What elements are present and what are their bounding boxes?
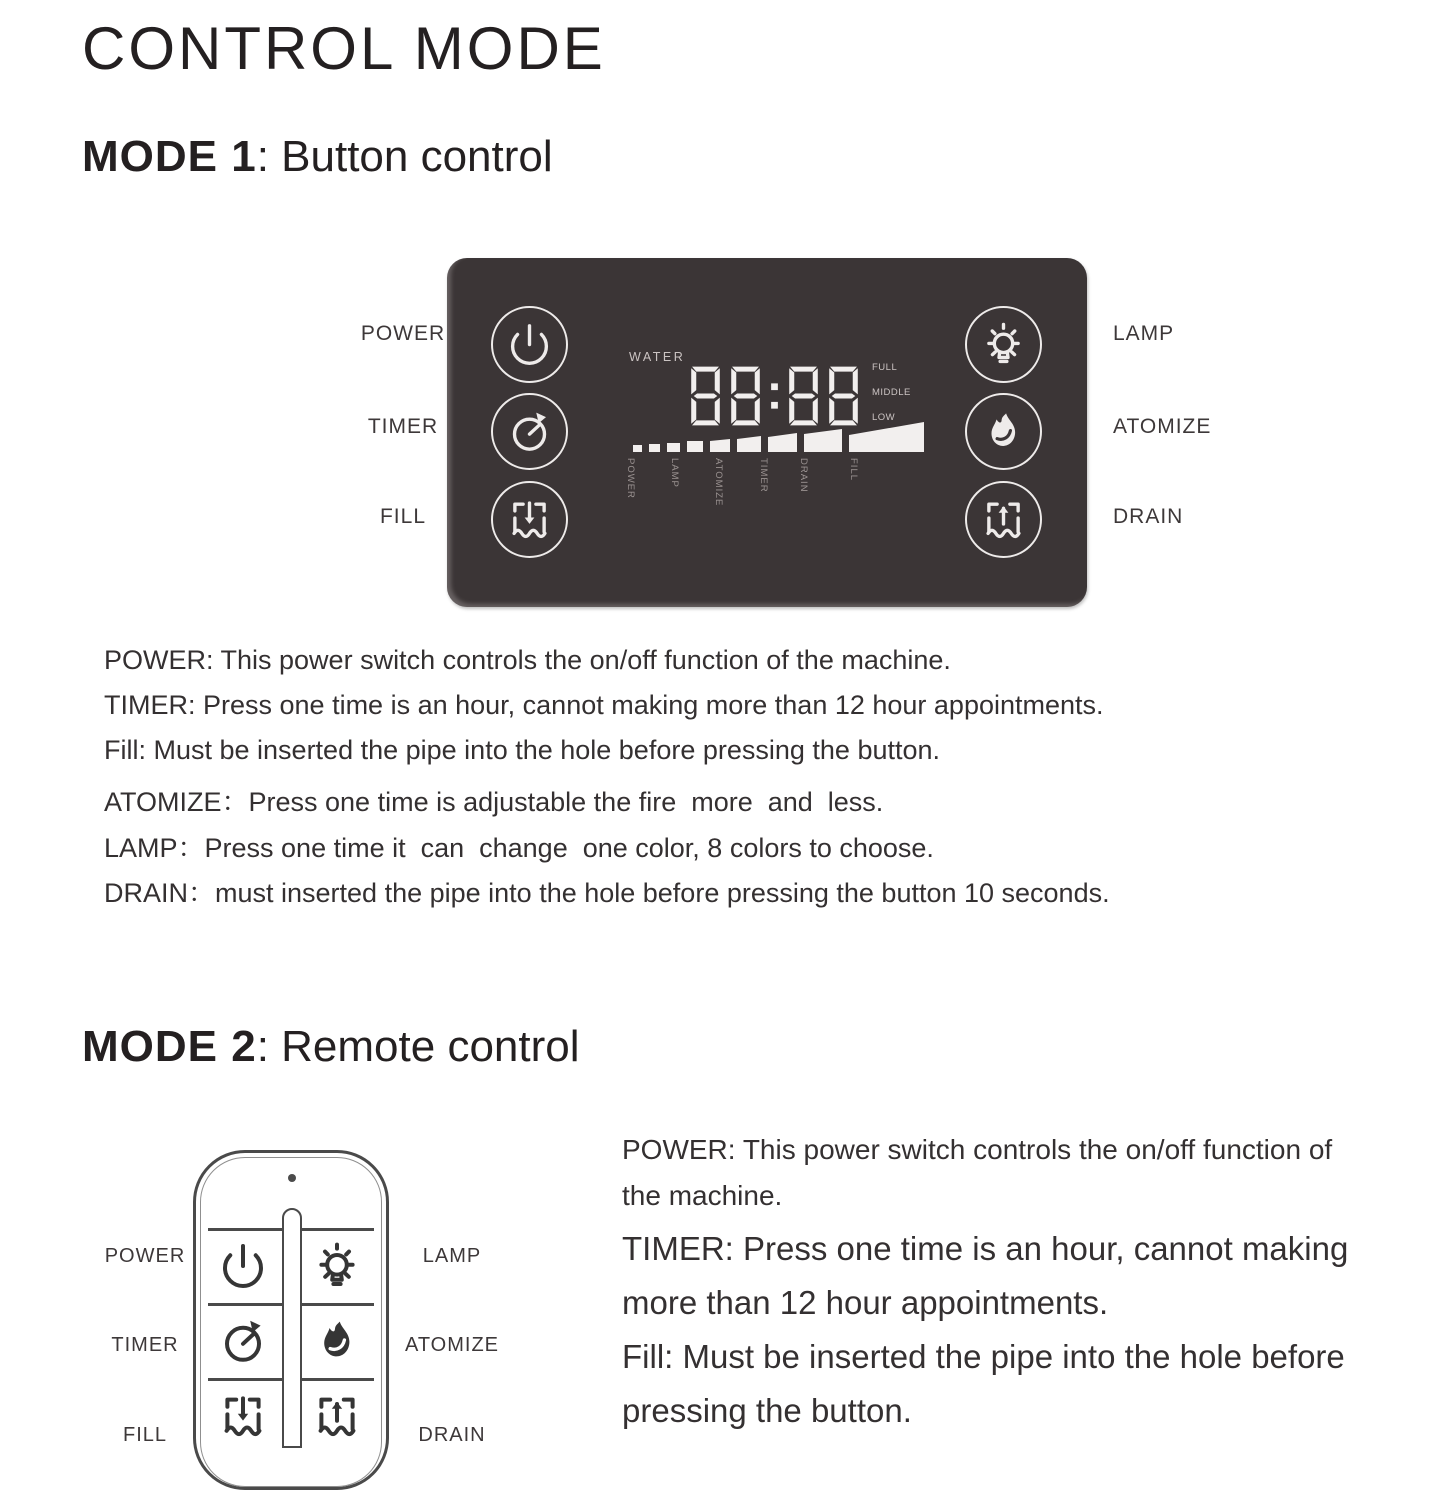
drain-icon [981, 497, 1026, 542]
power-icon [507, 322, 552, 367]
seg-digit [687, 364, 724, 428]
lamp-button [965, 306, 1042, 383]
mode2-line: more than 12 hour appointments. [622, 1284, 1109, 1321]
level-bar [804, 429, 842, 452]
mode1-desc-atomize: ATOMIZE：Press one time is adjustable the fire more and less. [104, 787, 884, 817]
mode2-line: the machine. [622, 1180, 783, 1211]
mode1-desc-lamp: LAMP：Press one time it can change one color, 8 colors to choose. [104, 833, 934, 863]
power-button [491, 306, 568, 383]
panel-label-timer: TIMER [367, 415, 439, 438]
mode1-desc-timer: TIMER: Press one time is an hour, cannot making more than 12 hour appointments. [104, 690, 1104, 720]
remote-center-slot [282, 1208, 302, 1448]
power-icon [219, 1242, 267, 1290]
mode2-line: pressing the button. [622, 1392, 912, 1429]
drain-button [965, 481, 1042, 558]
panel-label-atomize: ATOMIZE [1113, 415, 1212, 438]
mode1-heading [82, 132, 553, 182]
panel-label-drain: DRAIN [1113, 505, 1184, 528]
fill-button [491, 481, 568, 558]
level-bar [849, 422, 924, 452]
timer-icon [507, 409, 552, 454]
mode1-desc-power: POWER: This power switch controls the on/off function of the machine. [104, 645, 951, 675]
mode2-heading-bold: MODE 2 [82, 1022, 257, 1071]
level-bar [687, 441, 703, 452]
seg-label-timer: TIMER [758, 458, 769, 493]
lamp-icon [981, 322, 1026, 367]
level-full: FULL [872, 362, 898, 373]
level-middle: MIDDLE [872, 387, 911, 398]
water-label: WATER [629, 350, 686, 364]
seg-label-fill: FILL [848, 458, 859, 482]
panel-label-power: POWER [360, 322, 446, 345]
level-bar [649, 444, 660, 452]
mode1-heading-bold: MODE 1 [82, 132, 257, 181]
seg-colon [767, 364, 782, 428]
control-panel [447, 258, 1087, 607]
remote-label-timer: TIMER [111, 1334, 179, 1356]
remote-label-atomize: ATOMIZE [404, 1334, 500, 1356]
remote-label-power: POWER [104, 1245, 186, 1267]
flame-icon [313, 1317, 361, 1365]
seg-label-lamp: LAMP [669, 458, 680, 488]
remote-drain-button [313, 1392, 361, 1440]
seg-digit [727, 364, 764, 428]
level-bar [667, 443, 680, 452]
seg-label-power: POWER [625, 458, 636, 499]
remote-lamp-button [313, 1242, 361, 1290]
lamp-icon [313, 1242, 361, 1290]
remote-timer-button [219, 1317, 267, 1365]
mode2-heading-rest: : Remote control [256, 1022, 580, 1071]
level-bar [710, 439, 730, 452]
seg-digit [785, 364, 822, 428]
page-title: CONTROL MODE [82, 15, 606, 82]
fill-icon [507, 497, 552, 542]
seg-label-atomize: ATOMIZE [713, 458, 724, 507]
mode1-desc-fill: Fill: Must be inserted the pipe into the hole before pressing the button. [104, 735, 941, 765]
mode2-line: POWER: This power switch controls the on/off function of [622, 1134, 1333, 1165]
seg-digit [825, 364, 862, 428]
timer-icon [219, 1317, 267, 1365]
atomize-button [965, 393, 1042, 470]
fill-icon [219, 1392, 267, 1440]
mode1-desc-drain: DRAIN：must inserted the pipe into the hole before pressing the button 10 seconds. [104, 878, 1110, 908]
remote-label-lamp: LAMP [422, 1245, 482, 1267]
mode2-line: Fill: Must be inserted the pipe into the hole before [622, 1338, 1345, 1375]
level-low: LOW [872, 412, 896, 423]
seven-seg-display [687, 364, 862, 428]
flame-icon [981, 409, 1026, 454]
remote-label-drain: DRAIN [418, 1424, 486, 1446]
panel-label-fill: FILL [379, 505, 427, 528]
mode1-heading-rest: : Button control [256, 132, 553, 181]
level-bar [768, 433, 797, 452]
level-bar [633, 445, 642, 452]
level-bars [633, 422, 924, 452]
mode2-line: TIMER: Press one time is an hour, cannot making [622, 1230, 1349, 1267]
remote-power-button [219, 1242, 267, 1290]
drain-icon [313, 1392, 361, 1440]
remote-label-fill: FILL [122, 1424, 168, 1446]
seg-label-drain: DRAIN [798, 458, 809, 493]
panel-label-lamp: LAMP [1113, 322, 1175, 345]
mode2-heading [82, 1022, 580, 1072]
level-bar [737, 436, 761, 452]
remote-atomize-button [313, 1317, 361, 1365]
remote-led-dot [288, 1174, 296, 1182]
timer-button [491, 393, 568, 470]
remote-fill-button [219, 1392, 267, 1440]
